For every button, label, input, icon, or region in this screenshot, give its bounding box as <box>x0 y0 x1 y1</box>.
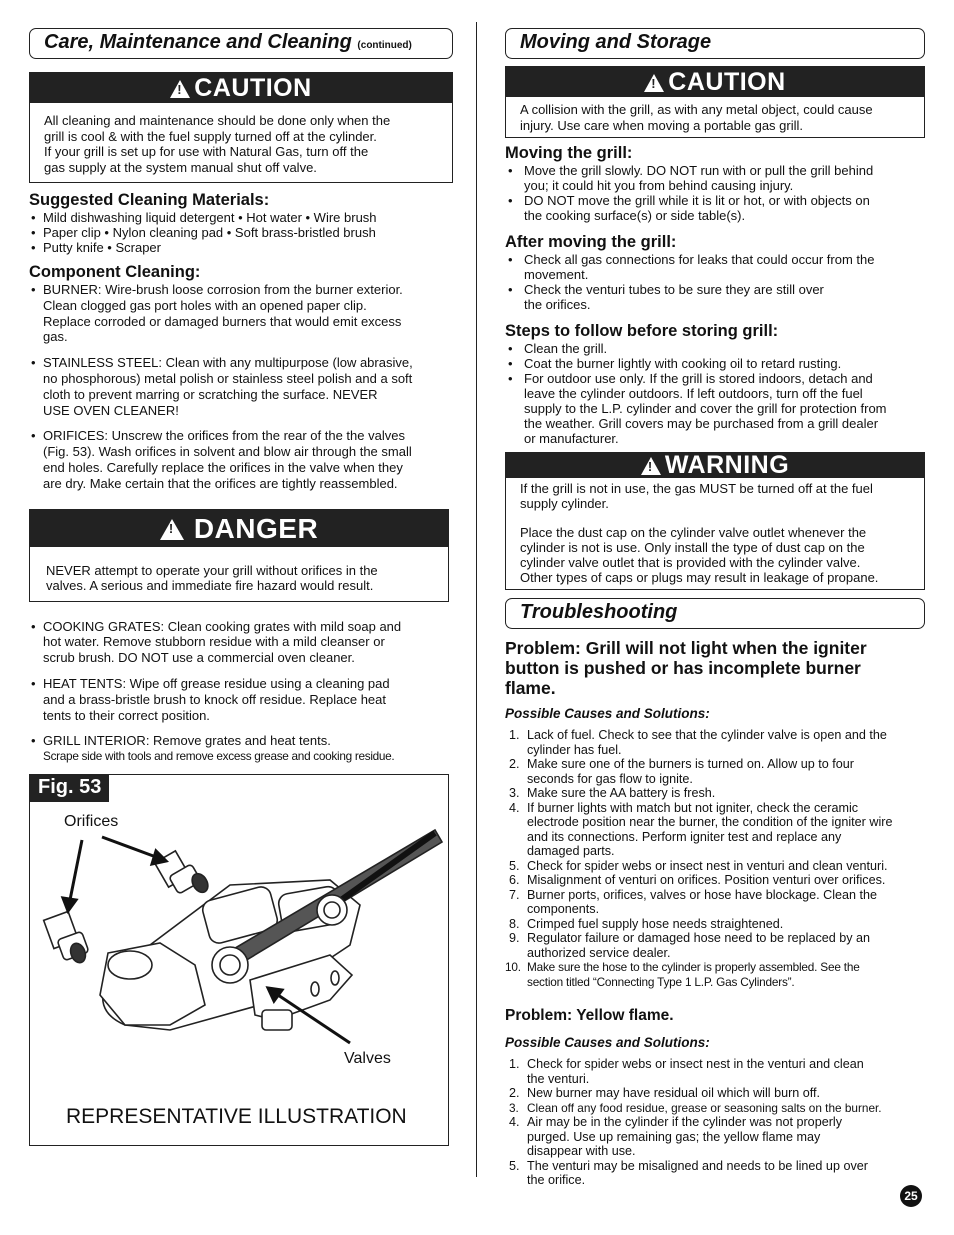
list-item: 4. If burner lights with match but not igniter, check the ceramic electrode position near the burner, the condition of the igniter wire and its connections. Perform igniter test and replace any damaged parts. <box>509 800 893 858</box>
right-column <box>505 28 926 1188</box>
danger-label: DANGER <box>193 512 319 544</box>
list-item: 8. Crimped fuel supply hose needs straightened. <box>509 916 784 931</box>
caution-box-cleaning <box>29 72 453 183</box>
list-item: • DO NOT move the grill while it is lit or hot, or with objects on the cooking surface(s) or side table(s). <box>505 193 926 223</box>
section-title-moving: Moving and Storage <box>505 28 925 59</box>
list-item: • Paper clip • Nylon cleaning pad • Soft brass-bristled brush <box>29 225 453 240</box>
caution-text: All cleaning and maintenance should be done only when the grill is cool & with the fuel supply turned off at the cylinder. If your grill is set up for use with Natural Gas, turn off the gas supply at the system manual shut off valve. <box>44 113 391 175</box>
materials-list <box>29 210 453 255</box>
list-item: • Clean the grill. <box>505 341 926 356</box>
caution-box-moving <box>505 66 925 138</box>
interior-line-2: Scrape side with tools and remove excess grease and cooking residue. <box>43 749 395 764</box>
moving-heading: Moving the grill: <box>505 144 633 162</box>
list-item: • Check all gas connections for leaks that could occur from the movement. <box>505 252 926 282</box>
storing-heading: Steps to follow before storing grill: <box>505 322 779 340</box>
orifices-label: Orifices <box>64 813 119 830</box>
list-item: 3. Make sure the AA battery is fresh. <box>509 786 716 800</box>
list-item: • Move the grill slowly. DO NOT run with or pull the grill behind you; it could hit you from behind causing injury. <box>505 163 926 193</box>
continued-label: (continued) <box>357 40 412 51</box>
list-item: • Mild dishwashing liquid detergent • Hot water • Wire brush <box>29 210 453 225</box>
causes-label-1: Possible Causes and Solutions: <box>505 706 710 721</box>
caution-text: A collision with the grill, as with any metal object, could cause injury. Use care when moving a portable gas grill. <box>520 102 873 133</box>
list-item: • For outdoor use only. If the grill is stored indoors, detach and leave the cylinder outdoors. If left outdoors, turn off the fuel supply to the L.P. cylinder and cover the grill for protection from the weather. Grill covers may be purchased from a grill dealer or manufacturer. <box>505 371 926 446</box>
list-item: 1. Lack of fuel. Check to see that the cylinder valve is open and the cylinder has fuel. <box>509 728 887 757</box>
list-item: 10. Make sure the hose to the cylinder is properly assembled. See the section titled “Connecting Type 1 L.P. Gas Cylinders”. <box>505 960 860 989</box>
valves-label: Valves <box>344 1050 391 1067</box>
list-item: • Coat the burner lightly with cooking oil to retard rusting. <box>505 356 926 371</box>
caution-label: CAUTION <box>668 68 786 96</box>
problem-2-solutions <box>505 1057 926 1188</box>
list-item: 2. Make sure one of the burners is turned on. Allow up to four seconds for gas flow to ignite. <box>509 757 854 786</box>
storing-list <box>505 341 926 446</box>
list-item: • Putty knife • Scraper <box>29 240 453 255</box>
list-item-burner: • BURNER: Wire-brush loose corrosion from the burner exterior. Clean clogged gas port holes with an opened paper clip. Replace corroded or damaged burners that would emit excess gas. <box>29 282 453 345</box>
problem-1-heading: Problem: Grill will not light when the igniter button is pushed or has incomplete burner flame. <box>505 638 867 698</box>
list-item-heat-tents: • HEAT TENTS: Wipe off grease residue using a cleaning pad and a brass-bristle brush to knock off residue. Replace heat tents to their correct position. <box>29 676 453 723</box>
list-item: 3. Clean off any food residue, grease or seasoning salts on the burner. <box>509 1100 882 1115</box>
figure-tag: Fig. 53 <box>30 775 109 802</box>
warning-triangle-icon <box>644 74 664 92</box>
warning-text: If the grill is not in use, the gas MUST be turned off at the fuel supply cylinder. Place the dust cap on the cylinder valve outlet whenever the cylinder is not is use. Only install the type of dust cap on the cylinder valve outlet that is provided with the cylinder valve. Other types of caps or plugs may result in leakage of propane. <box>520 481 879 585</box>
section-title-troubleshooting: Troubleshooting <box>505 598 925 629</box>
figure-53 <box>29 774 449 1146</box>
list-item-grates: • COOKING GRATES: Clean cooking grates with mild soap and hot water. Remove stubborn residue with a mild cleanser or scrub brush. DO NOT use a commercial oven cleaner. <box>29 619 453 666</box>
after-moving-heading: After moving the grill: <box>505 233 677 251</box>
danger-box <box>29 509 449 602</box>
list-item: 7. Burner ports, orifices, valves or hose have blockage. Clean the components. <box>509 887 878 916</box>
caution-header <box>506 67 924 97</box>
problem-1-solutions <box>505 728 926 989</box>
danger-text: NEVER attempt to operate your grill without orifices in the valves. A serious and immediate fire hazard would result. <box>46 562 378 594</box>
warning-triangle-icon <box>170 80 190 98</box>
materials-heading: Suggested Cleaning Materials: <box>29 191 270 209</box>
causes-label-2: Possible Causes and Solutions: <box>505 1035 710 1050</box>
left-column <box>29 28 453 765</box>
section-title-text: Care, Maintenance and Cleaning <box>44 31 352 53</box>
list-item-interior <box>29 733 453 765</box>
after-moving-list <box>505 252 926 312</box>
list-item: 4. Air may be in the cylinder if the cylinder was not properly purged. Use up remaining gas; the yellow flame may disappear with use. <box>509 1115 842 1158</box>
list-item: 6. Misalignment of venturi on orifices. Position venturi over orifices. <box>509 873 886 887</box>
list-item: 5. Check for spider webs or insect nest in venturi and clean venturi. <box>509 858 888 873</box>
warning-box <box>505 452 925 590</box>
list-item: 1. Check for spider webs or insect nest in the venturi and clean the venturi. <box>509 1057 864 1086</box>
list-item-orifices: • ORIFICES: Unscrew the orifices from the rear of the the valves (Fig. 53). Wash orifices in solvent and blow air through the small end holes. Carefully replace the orifices in the valve when they are dry. Make certain that the orifices are tightly reassembled. <box>29 428 453 491</box>
valve-assembly-illustration <box>30 775 448 1145</box>
warning-header <box>506 453 924 478</box>
caution-header <box>30 73 452 103</box>
component-heading: Component Cleaning: <box>29 263 201 281</box>
list-item-stainless: • STAINLESS STEEL: Clean with any multipurpose (low abrasive, no phosphorous) metal polish or stainless steel polish and a soft cloth to prevent marring or scratching the surface. NEVER USE OVEN CLEANER! <box>29 355 453 418</box>
list-item: 2. New burner may have residual oil which will burn off. <box>509 1086 821 1100</box>
section-title-care <box>29 28 453 59</box>
list-item: 5. The venturi may be misaligned and needs to be lined up over the orifice. <box>509 1158 868 1187</box>
list-item: 9. Regulator failure or damaged hose need to be replaced by an authorized service dealer. <box>509 931 871 960</box>
danger-header <box>30 510 448 547</box>
moving-list <box>505 163 926 223</box>
warning-triangle-icon <box>641 457 661 475</box>
figure-caption: REPRESENTATIVE ILLUSTRATION <box>66 1105 407 1128</box>
caution-label: CAUTION <box>194 74 312 102</box>
warning-label: WARNING <box>664 451 790 479</box>
column-divider <box>476 22 477 1177</box>
interior-line-1: • GRILL INTERIOR: Remove grates and heat tents. <box>43 733 331 749</box>
problem-2-heading: Problem: Yellow flame. <box>505 1007 674 1024</box>
page-number: 25 <box>900 1185 922 1207</box>
warning-triangle-icon <box>160 519 184 540</box>
list-item: • Check the venturi tubes to be sure they are still over the orifices. <box>505 282 926 312</box>
